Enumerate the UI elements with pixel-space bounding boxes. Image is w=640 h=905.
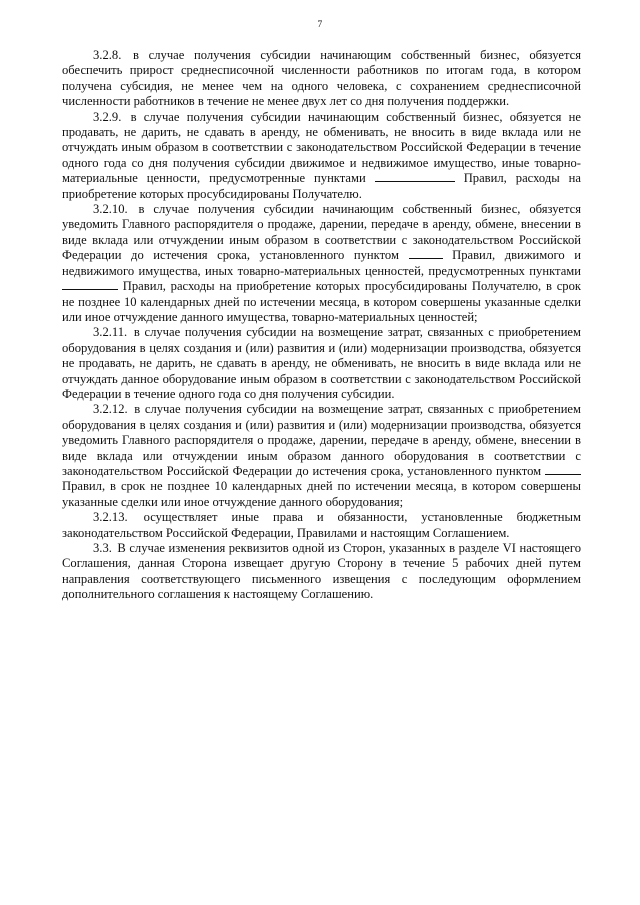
- paragraph-3-2-13: [62, 510, 581, 541]
- paragraph-3-2-12: [62, 402, 581, 510]
- paragraph-3-2-8: [62, 48, 581, 110]
- paragraph-number: 3.2.8.: [93, 48, 122, 62]
- paragraph-number: 3.2.11.: [93, 325, 128, 340]
- paragraph-3-2-10: [62, 202, 581, 325]
- blank-field: [545, 464, 581, 475]
- paragraph-3-2-9: [62, 110, 581, 202]
- paragraph-number: 3.2.9.: [93, 109, 122, 124]
- page-number: 7: [317, 20, 323, 30]
- paragraph-number: 3.3.: [93, 541, 112, 555]
- paragraph-text: в случае получения субсидии на возмещение затрат, связанных с приобретением оборудования в целях создания и (или) развития и (или) модернизации производства, обязуется уведомить Главного распорядителя о продаже, дарении, передаче в аренду, обмене, внесении в виде вклада или отчуждении иным образом данного оборудования в соответствии с законодательством Российской Федерации до истечения срока, установленного пунктом: [62, 402, 581, 478]
- paragraph-text: Правил, движимого и недвижимого имущества, иных товарно-материальных ценностей, предусмотренных пунктами: [62, 248, 581, 278]
- blank-field: [409, 248, 443, 259]
- paragraph-3-3: [62, 541, 581, 603]
- paragraph-text: в случае получения субсидии начинающим собственный бизнес, обязуется обеспечить прирост среднесписочной численности работников по итогам года, в котором получена субсидия, не менее чем на одного человека, с сохранением среднесписочной численности работников в течение не менее двух лет со дня получения поддержки.: [62, 48, 581, 109]
- paragraph-text: в случае получения субсидии начинающим собственный бизнес, обязуется уведомить Главного распорядителя о продаже, дарении, передаче в аренду, обмене, внесении в виде вклада или отчуждении иным образом в соответствии с законодательством Российской Федерации до истечения срока, установленного пунктом: [62, 202, 581, 263]
- paragraph-text: в случае получения субсидии начинающим собственный бизнес, обязуется не продавать, не дарить, не сдавать в аренду, не обменивать, не вносить в виде вклада или не отчуждать иным образом в соответствии с законодательством Российской Федерации в течение одного года со дня получения субсидии движимое и недвижимое имущество, иные товарно-материальные ценности, предусмотренные пунктами: [62, 109, 582, 186]
- paragraph-text: в случае получения субсидии на возмещение затрат, связанных с приобретением оборудования в целях создания и (или) развития и (или) модернизации производства, обязуется не продавать, не дарить, не сдавать в аренду, не обменивать, не вносить в виде вклада или не отчуждать данное оборудование иным образом в соответствии с законодательством Российской Федерации в течение одного года со дня получения субсидии.: [62, 325, 581, 401]
- document-body: [62, 48, 581, 603]
- paragraph-text: Правил, в срок не позднее 10 календарных дней по истечении месяца, в котором совершены указанные сделки или иное отчуждение данного оборудования;: [62, 479, 581, 509]
- blank-field: [375, 171, 455, 182]
- paragraph-3-2-11: [62, 325, 581, 402]
- paragraph-text: В случае изменения реквизитов одной из Сторон, указанных в разделе VI настоящего Соглашения, данная Сторона извещает другую Сторону в течение 5 рабочих дней путем направления соответствующего письменного извещения с последующим оформлением дополнительного соглашения к настоящему Соглашению.: [62, 541, 581, 602]
- blank-field: [62, 279, 118, 290]
- paragraph-number: 3.2.12.: [93, 402, 128, 417]
- paragraph-number: 3.2.10.: [93, 202, 128, 217]
- paragraph-text: осуществляет иные права и обязанности, установленные бюджетным законодательством Российской Федерации, Правилами и настоящим Соглашением.: [62, 510, 581, 540]
- paragraph-number: 3.2.13.: [93, 510, 128, 525]
- paragraph-text: Правил, расходы на приобретение которых просубсидированы Получателю, в срок не позднее 10 календарных дней по истечении месяца, в котором совершены указанные сделки или иное отчуждение данного имущества, товарно-материальных ценностей;: [62, 279, 581, 324]
- paragraph-text: Правил, расходы на приобретение которых просубсидированы Получателю.: [62, 171, 582, 201]
